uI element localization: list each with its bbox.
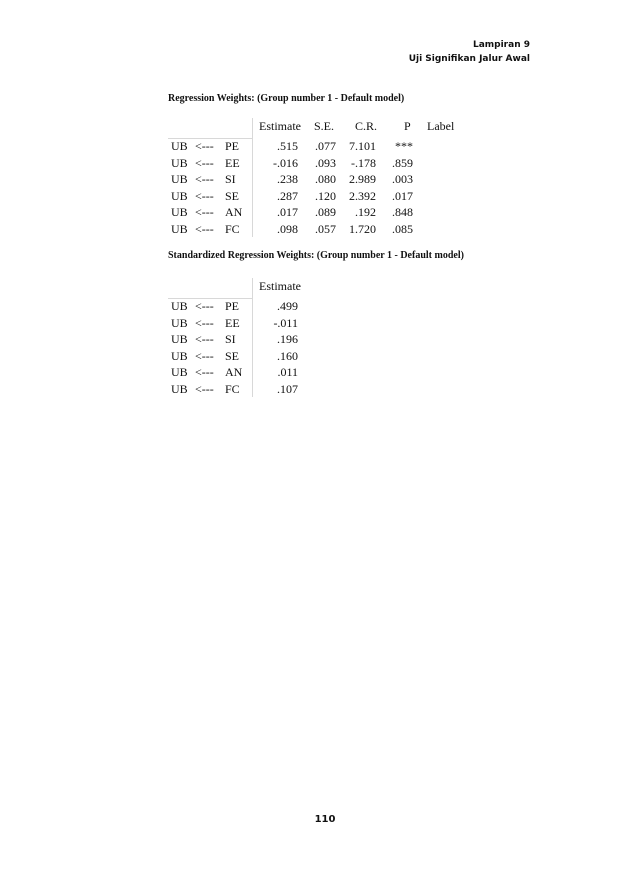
- dependent-variable: UB: [171, 381, 188, 396]
- se-value: .089: [315, 205, 336, 219]
- estimate-value: -.011: [273, 315, 298, 330]
- p-value: .017: [392, 188, 413, 203]
- estimate-value: -.016: [273, 155, 298, 170]
- path-arrow: <---: [195, 299, 214, 313]
- estimate-value: .499: [277, 299, 298, 313]
- path-arrow: <---: [195, 172, 214, 186]
- cr-value: 2.392: [349, 188, 376, 203]
- appendix-number: Lampiran 9: [472, 40, 530, 50]
- column-divider: [252, 118, 253, 237]
- col-header-se: S.E.: [314, 119, 335, 133]
- path-arrow: <---: [195, 188, 214, 203]
- path-arrow: <---: [195, 155, 214, 170]
- dependent-variable: UB: [171, 205, 188, 219]
- cr-value: .192: [355, 205, 376, 219]
- estimate-value: .098: [277, 221, 298, 236]
- path-arrow: <---: [195, 139, 214, 153]
- dependent-variable: UB: [171, 139, 188, 153]
- se-value: .093: [315, 155, 336, 170]
- col-header-cr: C.R.: [355, 119, 378, 133]
- path-arrow: <---: [195, 221, 214, 236]
- estimate-value: .287: [277, 188, 298, 203]
- cr-value: -.178: [351, 155, 376, 170]
- p-value: .859: [392, 155, 413, 170]
- col-header-estimate: Estimate: [259, 279, 301, 293]
- path-arrow: <---: [195, 365, 214, 379]
- independent-variable: FC: [225, 381, 240, 396]
- appendix-title: Uji Signifikan Jalur Awal: [408, 54, 530, 64]
- dependent-variable: UB: [171, 365, 188, 379]
- regression-weights-title: Regression Weights: (Group number 1 - Default model): [168, 93, 405, 104]
- header-divider: [168, 138, 252, 139]
- se-value: .077: [315, 139, 336, 153]
- p-value: ***: [395, 139, 413, 153]
- se-value: .080: [315, 172, 336, 186]
- independent-variable: PE: [225, 299, 240, 313]
- path-arrow: <---: [195, 315, 214, 330]
- cr-value: 7.101: [349, 139, 376, 153]
- independent-variable: SE: [225, 348, 240, 363]
- dependent-variable: UB: [171, 155, 188, 170]
- estimate-value: .515: [277, 139, 298, 153]
- estimate-value: .160: [277, 348, 298, 363]
- dependent-variable: UB: [171, 315, 188, 330]
- p-value: .003: [392, 172, 413, 186]
- independent-variable: AN: [225, 205, 243, 219]
- dependent-variable: UB: [171, 221, 188, 236]
- path-arrow: <---: [195, 205, 214, 219]
- estimate-value: .107: [277, 381, 298, 396]
- path-arrow: <---: [195, 332, 214, 346]
- independent-variable: SE: [225, 188, 240, 203]
- estimate-value: .196: [277, 332, 298, 346]
- estimate-value: .011: [277, 365, 298, 379]
- dependent-variable: UB: [171, 332, 188, 346]
- independent-variable: AN: [225, 365, 243, 379]
- dependent-variable: UB: [171, 188, 188, 203]
- cr-value: 2.989: [349, 172, 376, 186]
- standardized-weights-title: Standardized Regression Weights: (Group number 1 - Default model): [168, 250, 464, 261]
- col-header-p: P: [404, 119, 411, 133]
- col-header-estimate: Estimate: [259, 119, 301, 133]
- dependent-variable: UB: [171, 348, 188, 363]
- independent-variable: SI: [225, 332, 236, 346]
- path-arrow: <---: [195, 348, 214, 363]
- independent-variable: PE: [225, 139, 240, 153]
- page-number: 110: [314, 814, 336, 825]
- p-value: .085: [392, 221, 413, 236]
- dependent-variable: UB: [171, 172, 188, 186]
- column-divider: [252, 278, 253, 397]
- dependent-variable: UB: [171, 299, 188, 313]
- estimate-value: .017: [277, 205, 298, 219]
- independent-variable: FC: [225, 221, 240, 236]
- independent-variable: EE: [225, 315, 240, 330]
- col-header-label: Label: [427, 119, 455, 133]
- se-value: .057: [315, 221, 336, 236]
- independent-variable: SI: [225, 172, 236, 186]
- p-value: .848: [392, 205, 413, 219]
- header-divider: [168, 298, 252, 299]
- estimate-value: .238: [277, 172, 298, 186]
- se-value: .120: [315, 188, 336, 203]
- independent-variable: EE: [225, 155, 240, 170]
- path-arrow: <---: [195, 381, 214, 396]
- cr-value: 1.720: [349, 221, 376, 236]
